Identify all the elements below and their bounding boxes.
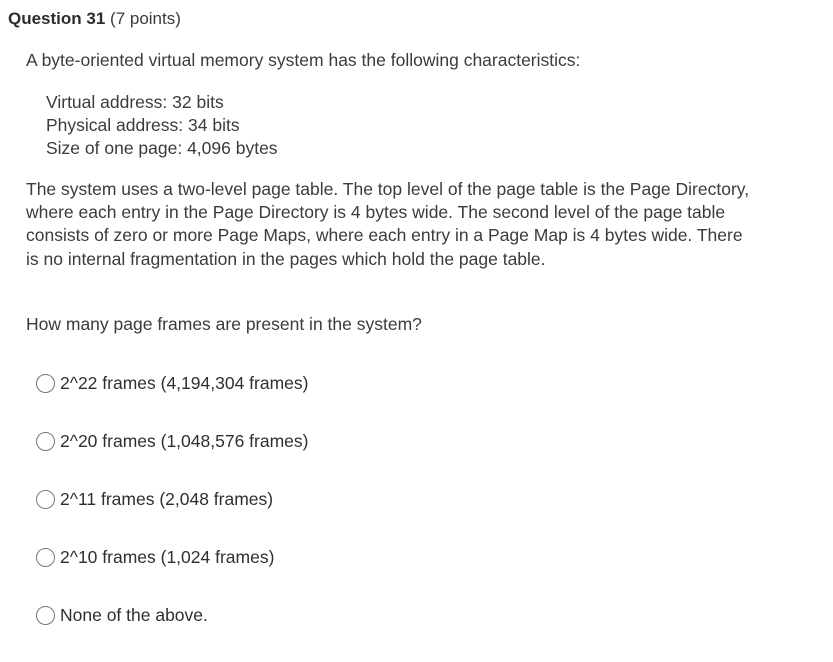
answer-option-2[interactable] (36, 430, 308, 452)
question-intro: A byte-oriented virtual memory system has the following characteristics: (26, 50, 581, 70)
answer-option-1[interactable] (36, 372, 308, 394)
radio-button[interactable] (36, 606, 55, 625)
spec-page-size: Size of one page: 4,096 bytes (46, 138, 278, 158)
answer-option-label: None of the above. (60, 604, 208, 625)
answer-option-label: 2^22 frames (4,194,304 frames) (60, 372, 309, 393)
spec-physical-address: Physical address: 34 bits (46, 115, 240, 135)
answer-option-3[interactable] (36, 488, 308, 510)
question-title: Question 31 (8, 9, 106, 28)
question-header (8, 9, 181, 29)
answer-option-label: 2^10 frames (1,024 frames) (60, 546, 275, 567)
radio-button[interactable] (36, 548, 55, 567)
spec-list (46, 91, 278, 160)
radio-button[interactable] (36, 432, 55, 451)
question-prompt: How many page frames are present in the system? (26, 314, 422, 334)
question-paragraph: The system uses a two-level page table. The top level of the page table is the Page Directory, where each entry in the Page Directory is 4 bytes wide. The second level of the page table consists of zero or more Page Maps, where each entry in a Page Map is 4 bytes wide. There is no internal fragmentation in the pages which hold the page table. (26, 179, 750, 269)
answer-option-5[interactable] (36, 604, 308, 626)
answer-option-label: 2^20 frames (1,048,576 frames) (60, 430, 309, 451)
answer-option-label: 2^11 frames (2,048 frames) (60, 488, 274, 509)
answer-option-4[interactable] (36, 546, 308, 568)
answer-options (36, 372, 308, 662)
radio-button[interactable] (36, 374, 55, 393)
question-points: (7 points) (105, 9, 181, 28)
spec-virtual-address: Virtual address: 32 bits (46, 92, 224, 112)
radio-button[interactable] (36, 490, 55, 509)
